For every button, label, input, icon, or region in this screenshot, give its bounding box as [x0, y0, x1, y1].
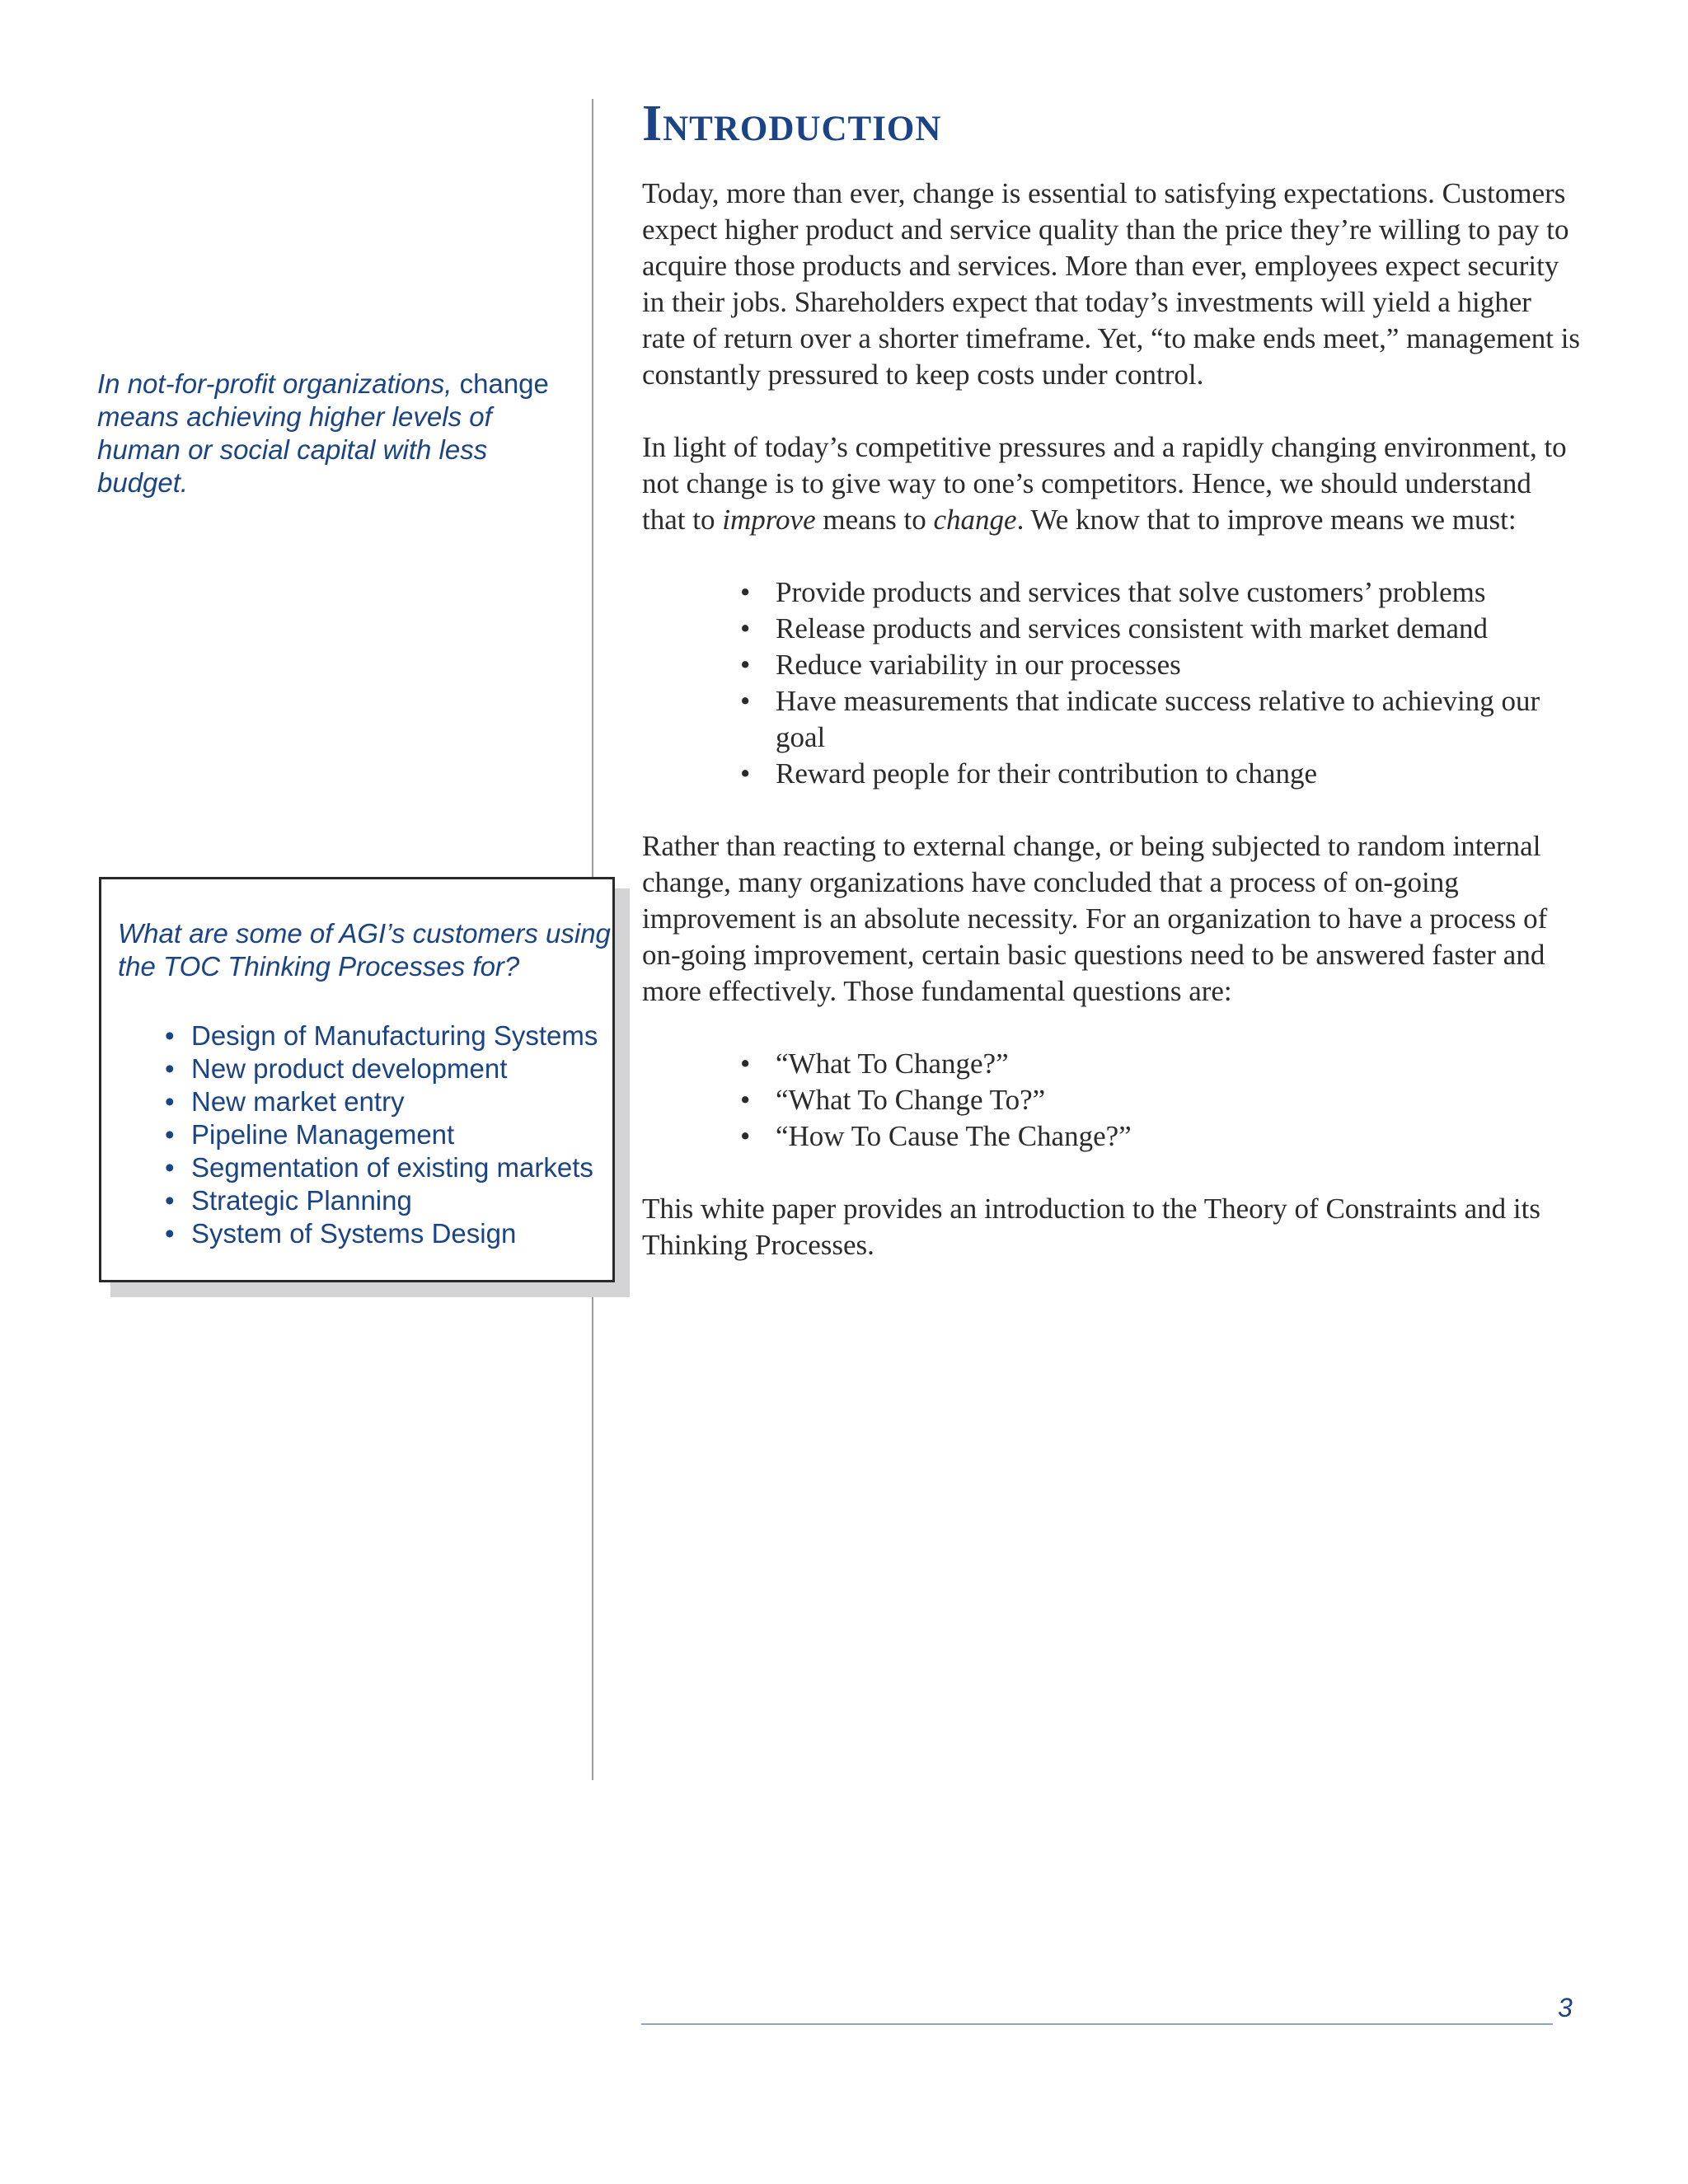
- page-title: Introduction: [642, 96, 942, 152]
- footer-rule: [641, 2023, 1553, 2025]
- paragraph-change-emphasis-change: change: [933, 504, 1017, 537]
- list-item: • “How To Cause The Change?”: [776, 1118, 1582, 1155]
- callout-list-item: • System of Systems Design: [191, 1217, 612, 1250]
- list-item: • Release products and services consistent with market demand: [776, 611, 1582, 647]
- callout-list: [118, 1019, 612, 1250]
- paragraph-intro: Today, more than ever, change is essential to satisfying expectations. Customers expect higher product and service quality than the price they’re willing to pay to acquire those products and services. More than ever, employees expect security in their jobs. Shareholders expect that today’s investments will yield a higher rate of return over a shorter timeframe. Yet, “to make ends meet,” management is constantly pressured to keep costs under control.: [642, 177, 1581, 391]
- list-item: • “What To Change To?”: [776, 1082, 1582, 1118]
- paragraph-change-emphasis-improve: improve: [722, 504, 816, 537]
- list-item: • Reduce variability in our processes: [776, 647, 1582, 683]
- callout-list-item: • New product development: [191, 1052, 612, 1085]
- paragraph-change-text-2: means to: [815, 504, 934, 537]
- paragraph-white-paper: This white paper provides an introduction to the Theory of Constraints and its Thinking Processes.: [642, 1193, 1540, 1262]
- paragraph-change-text-3: . We know that to improve means we must:: [1016, 504, 1517, 537]
- list-item: • Reward people for their contribution to change: [776, 756, 1582, 792]
- page-number: 3: [1558, 1993, 1573, 2022]
- list-item: • Have measurements that indicate success relative to achieving our goal: [776, 683, 1582, 756]
- list-item: • Provide products and services that solve customers’ problems: [776, 574, 1582, 611]
- paragraph-change: [642, 429, 1582, 538]
- callout-list-item: • Pipeline Management: [191, 1118, 612, 1151]
- sidebar-note-italic-tail: means achieving higher levels of human or social capital with less budget.: [97, 401, 492, 498]
- callout-list-item: • Design of Manufacturing Systems: [191, 1019, 612, 1052]
- callout-title: What are some of AGI’s customers using the TOC Thinking Processes for?: [118, 918, 611, 982]
- callout-list-item: • Strategic Planning: [191, 1184, 612, 1217]
- main-content: [642, 97, 1582, 1300]
- sidebar-note-italic-lead: In not-for-profit organizations,: [97, 368, 452, 399]
- paragraph-ongoing-improvement: Rather than reacting to external change, or being subjected to random internal change, many organizations have concluded that a process of on-going improvement is an absolute necessity. For an organization to have a process of on-going improvement, certain basic questions need to be answered faster and more effectively. Those fundamental questions are:: [642, 830, 1548, 1008]
- list-item: • “What To Change?”: [776, 1046, 1582, 1082]
- callout-box: [99, 877, 615, 1282]
- questions-list: [642, 1046, 1582, 1155]
- paragraph-change-text-1: In light of today’s competitive pressures and a rapidly changing environment, to not change is to give way to one’s competitors. Hence, we should understand that to: [642, 431, 1567, 537]
- sidebar-note-plain-word: change: [452, 368, 549, 399]
- callout-list-item: • Segmentation of existing markets: [191, 1151, 612, 1184]
- callout-list-item: • New market entry: [191, 1085, 612, 1118]
- sidebar-note: [97, 368, 559, 499]
- improvement-list: [642, 574, 1582, 792]
